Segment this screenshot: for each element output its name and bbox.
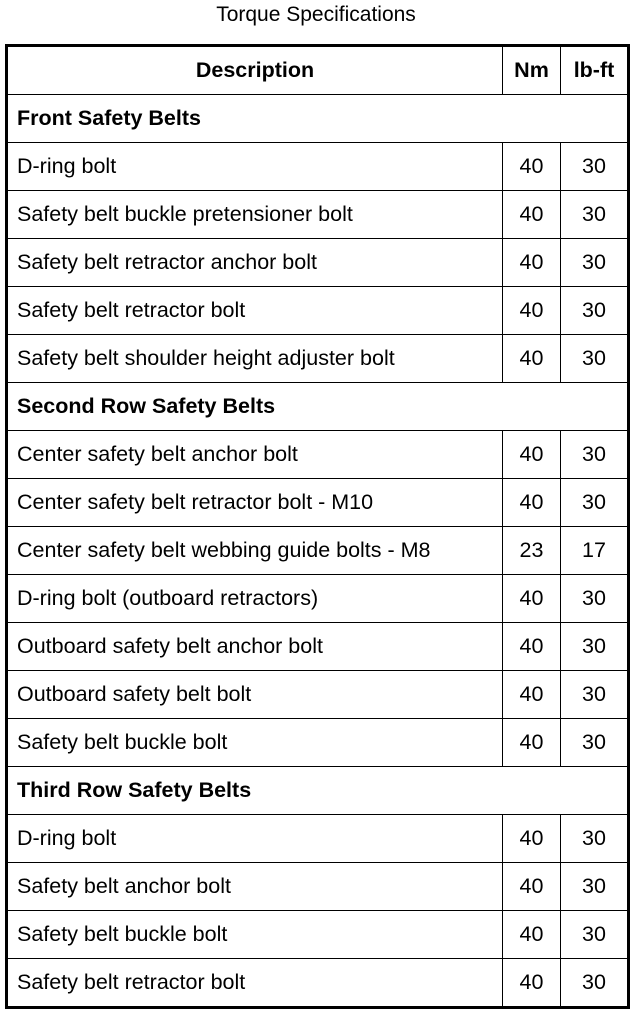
row-description: Safety belt buckle pretensioner bolt [7, 191, 503, 239]
row-description: Center safety belt webbing guide bolts - M8 [7, 527, 503, 575]
row-nm: 40 [503, 959, 561, 1008]
row-lbft: 30 [561, 575, 629, 623]
row-lbft: 30 [561, 479, 629, 527]
row-lbft: 30 [561, 143, 629, 191]
row-description: Safety belt retractor anchor bolt [7, 239, 503, 287]
row-lbft: 30 [561, 911, 629, 959]
table-row [7, 671, 629, 719]
table-row [7, 959, 629, 1008]
row-nm: 40 [503, 239, 561, 287]
row-nm: 40 [503, 191, 561, 239]
row-lbft: 30 [561, 239, 629, 287]
row-nm: 40 [503, 335, 561, 383]
row-nm: 40 [503, 431, 561, 479]
lbft-header: lb-ft [561, 46, 629, 95]
row-nm: 40 [503, 575, 561, 623]
row-lbft: 30 [561, 671, 629, 719]
row-description: Safety belt buckle bolt [7, 911, 503, 959]
table-row [7, 719, 629, 767]
row-nm: 40 [503, 143, 561, 191]
section-row [7, 767, 629, 815]
row-description: Safety belt retractor bolt [7, 287, 503, 335]
row-description: Safety belt shoulder height adjuster bolt [7, 335, 503, 383]
section-row [7, 95, 629, 143]
row-nm: 40 [503, 911, 561, 959]
row-nm: 40 [503, 815, 561, 863]
nm-header: Nm [503, 46, 561, 95]
row-description: D-ring bolt [7, 815, 503, 863]
row-description: D-ring bolt (outboard retractors) [7, 575, 503, 623]
row-lbft: 30 [561, 959, 629, 1008]
description-header: Description [7, 46, 503, 95]
row-description: Outboard safety belt anchor bolt [7, 623, 503, 671]
row-lbft: 17 [561, 527, 629, 575]
row-description: Safety belt anchor bolt [7, 863, 503, 911]
row-nm: 40 [503, 479, 561, 527]
row-lbft: 30 [561, 719, 629, 767]
row-nm: 40 [503, 671, 561, 719]
table-row [7, 287, 629, 335]
table-row [7, 143, 629, 191]
table-row [7, 239, 629, 287]
table-row [7, 191, 629, 239]
section-heading-front: Front Safety Belts [7, 95, 629, 143]
row-lbft: 30 [561, 863, 629, 911]
row-lbft: 30 [561, 623, 629, 671]
row-nm: 40 [503, 863, 561, 911]
row-nm: 40 [503, 623, 561, 671]
header-row [7, 46, 629, 95]
row-description: Safety belt buckle bolt [7, 719, 503, 767]
table-row [7, 527, 629, 575]
torque-spec-table [5, 44, 630, 1009]
row-description: Center safety belt retractor bolt - M10 [7, 479, 503, 527]
row-description: Safety belt retractor bolt [7, 959, 503, 1008]
section-row [7, 383, 629, 431]
row-lbft: 30 [561, 431, 629, 479]
row-description: Center safety belt anchor bolt [7, 431, 503, 479]
section-heading-third-row: Third Row Safety Belts [7, 767, 629, 815]
table-row [7, 863, 629, 911]
table-row [7, 623, 629, 671]
row-lbft: 30 [561, 335, 629, 383]
table-row [7, 479, 629, 527]
page-title: Torque Specifications [216, 3, 416, 26]
row-nm: 40 [503, 719, 561, 767]
row-nm: 40 [503, 287, 561, 335]
table-row [7, 911, 629, 959]
row-lbft: 30 [561, 815, 629, 863]
table-row [7, 575, 629, 623]
table-row [7, 431, 629, 479]
row-description: Outboard safety belt bolt [7, 671, 503, 719]
table-row [7, 815, 629, 863]
row-lbft: 30 [561, 191, 629, 239]
table-row [7, 335, 629, 383]
row-lbft: 30 [561, 287, 629, 335]
row-nm: 23 [503, 527, 561, 575]
section-heading-second-row: Second Row Safety Belts [7, 383, 629, 431]
row-description: D-ring bolt [7, 143, 503, 191]
